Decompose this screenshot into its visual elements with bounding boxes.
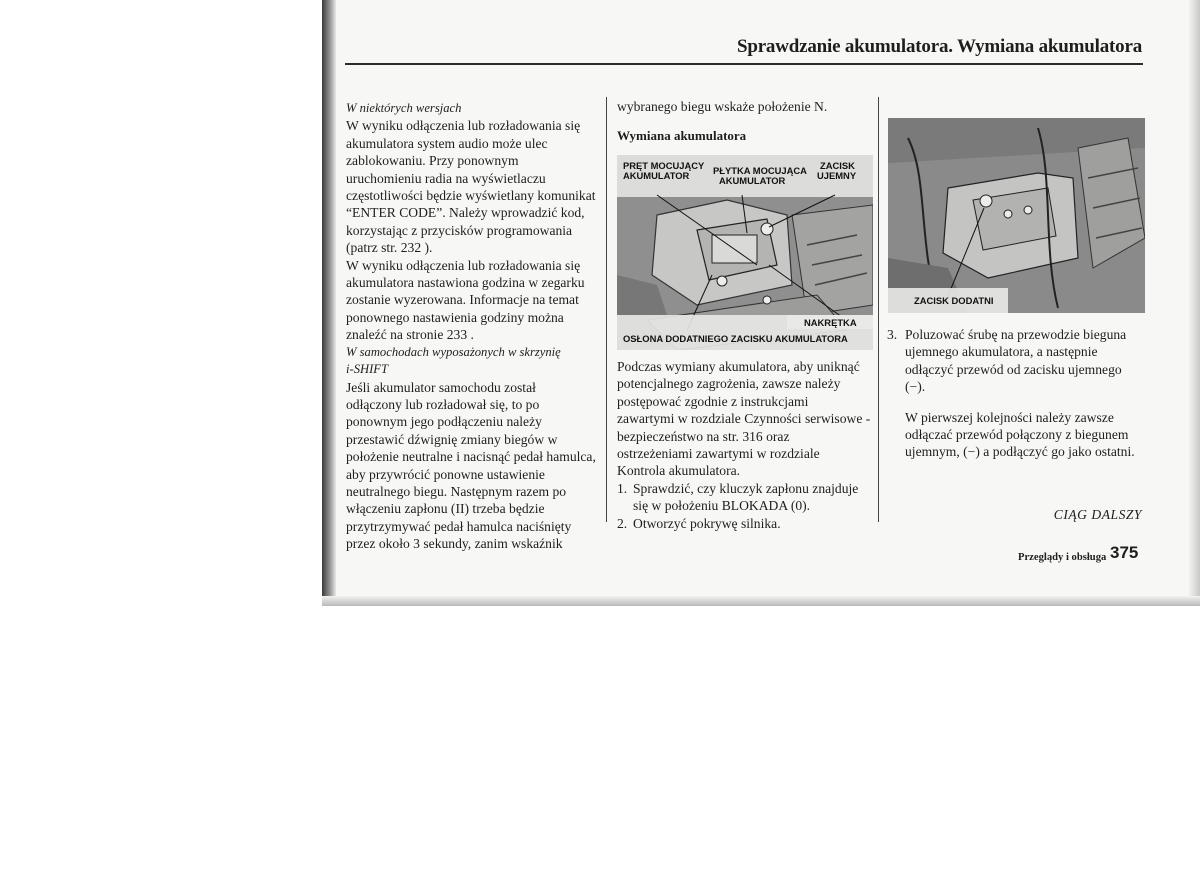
page-spine-shadow — [322, 0, 336, 605]
label-zacisk: ZACISK — [820, 160, 855, 171]
battery-positive-terminal-illustration — [888, 118, 1145, 313]
step-text: ujemnego akumulatora, a następnie — [905, 344, 1098, 360]
step-number: 2. — [617, 515, 628, 531]
step-text: (−). — [905, 379, 926, 395]
note-line: ujemnym, (−) a podłączyć go jako ostatni. — [905, 444, 1135, 460]
text-line: ostrzeżeniami zawartymi w rozdziale — [617, 446, 820, 462]
text-line: zawartymi w rozdziale Czynności serwisowe - — [617, 411, 871, 427]
text-line: “ENTER CODE”. Należy wprowadzić kod, — [346, 205, 585, 221]
text-line: postępować zgodnie z instrukcjami — [617, 393, 809, 409]
text-line: Jeśli akumulator samochodu został — [346, 379, 536, 395]
text-line: aby przywrócić ponowne ustawienie — [346, 466, 545, 482]
text-line: zablokowaniu. Przy ponownym — [346, 153, 519, 169]
column-middle — [617, 98, 872, 145]
text-line: uruchomieniu radia na wyświetlaczu — [346, 170, 546, 186]
step-text: Sprawdzić, czy kluczyk zapłonu znajduje — [633, 480, 859, 496]
page-title: Sprawdzanie akumulatora. Wymiana akumulatora — [736, 36, 1142, 57]
continued-label: CIĄG DALSZY — [1053, 507, 1142, 522]
text-line: korzystając z przycisków programowania — [346, 222, 573, 238]
text-line: włączeniu zapłonu (II) trzeba będzie — [346, 501, 545, 517]
column-middle-lower — [617, 358, 875, 532]
page-right-edge — [1188, 0, 1200, 605]
column-right — [887, 326, 1149, 461]
label-pret-2: AKUMULATOR — [623, 170, 690, 181]
text-line: przytrzymywać pedał hamulca naciśnięty — [346, 518, 572, 534]
subheading-ishift-2: i-SHIFT — [346, 362, 388, 377]
steps-list-continued — [887, 326, 1149, 396]
subheading-ishift: W samochodach wyposażonych w skrzynię — [346, 344, 561, 359]
page-bottom-edge — [322, 596, 1200, 606]
step-text: Otworzyć pokrywę silnika. — [633, 515, 781, 531]
text-line: potencjalnego zagrożenia, zawsze należy — [617, 376, 841, 392]
step-item — [887, 326, 1149, 396]
text-line: neutralnego biegu. Następnym razem po — [346, 483, 567, 499]
step-number: 1. — [617, 480, 628, 496]
footer-section-name: Przeglądy i obsługa — [1018, 552, 1107, 563]
text-line: częstotliwości będzie wyświetlany komunikat — [346, 188, 596, 204]
header-rule — [345, 63, 1143, 65]
text-line: ponownego nastawienia godziny można — [346, 309, 564, 325]
text-line: wybranego biegu wskaże położenie N. — [617, 99, 828, 114]
label-zacisk-dodatni: ZACISK DODATNI — [914, 295, 994, 306]
note-block — [887, 409, 1149, 461]
text-line: W wyniku odłączenia lub rozładowania się — [346, 118, 581, 134]
text-line: zostanie wyzerowana. Informacje na temat — [346, 292, 579, 308]
step-item — [617, 480, 875, 515]
column-divider — [878, 97, 879, 522]
note-line: W pierwszej kolejności należy zawsze — [905, 409, 1114, 425]
page-number: 375 — [1110, 543, 1139, 562]
text-line: przez około 3 sekundy, zanim wskaźnik — [346, 536, 563, 552]
battery-figure-1 — [617, 155, 873, 350]
text-line: znaleźć na stronie 233 . — [346, 327, 474, 343]
text-line: (patrz str. 232 ). — [346, 240, 433, 256]
text-line: odłączony lub rozładował się, to po — [346, 396, 540, 412]
text-line: W wyniku odłączenia lub rozładowania się — [346, 257, 581, 273]
label-nakretka: NAKRĘTKA — [804, 317, 857, 328]
battery-figure-2 — [888, 118, 1145, 313]
step-item — [617, 515, 875, 532]
label-plytka-2: AKUMULATOR — [719, 175, 786, 186]
section-title-battery-replacement: Wymiana akumulatora — [617, 128, 747, 144]
text-line: przestawić dźwignię zmiany biegów w — [346, 431, 558, 447]
text-line: Podczas wymiany akumulatora, aby uniknąć — [617, 359, 860, 374]
text-line: akumulatora nastawiona godzina w zegarku — [346, 275, 585, 291]
subheading-some-versions: W niektórych wersjach — [346, 101, 462, 115]
column-left — [346, 100, 600, 553]
steps-list — [617, 480, 875, 532]
step-number: 3. — [887, 327, 898, 342]
text-line: ponownym jego podłączeniu należy — [346, 414, 542, 430]
text-line: Kontrola akumulatora. — [617, 463, 741, 479]
label-pret: PRĘT MOCUJĄCY — [623, 160, 705, 171]
text-line: bezpieczeństwo na str. 316 oraz — [617, 428, 790, 444]
step-text: się w położeniu BLOKADA (0). — [633, 498, 811, 514]
text-line: położenie neutralne i nacisnąć pedał hamulca, — [346, 449, 596, 465]
step-text: odłączyć przewód od zacisku ujemnego — [905, 361, 1122, 377]
label-zacisk-2: UJEMNY — [817, 170, 857, 181]
label-oslona: OSŁONA DODATNIEGO ZACISKU AKUMULATORA — [623, 333, 848, 344]
step-text: Poluzować śrubę na przewodzie bieguna — [905, 327, 1127, 342]
column-divider — [606, 97, 607, 522]
label-plytka: PŁYTKA MOCUJĄCA — [713, 165, 807, 176]
note-line: odłączać przewód połączony z biegunem — [905, 427, 1129, 443]
text-line: akumulatora system audio może ulec — [346, 135, 548, 151]
